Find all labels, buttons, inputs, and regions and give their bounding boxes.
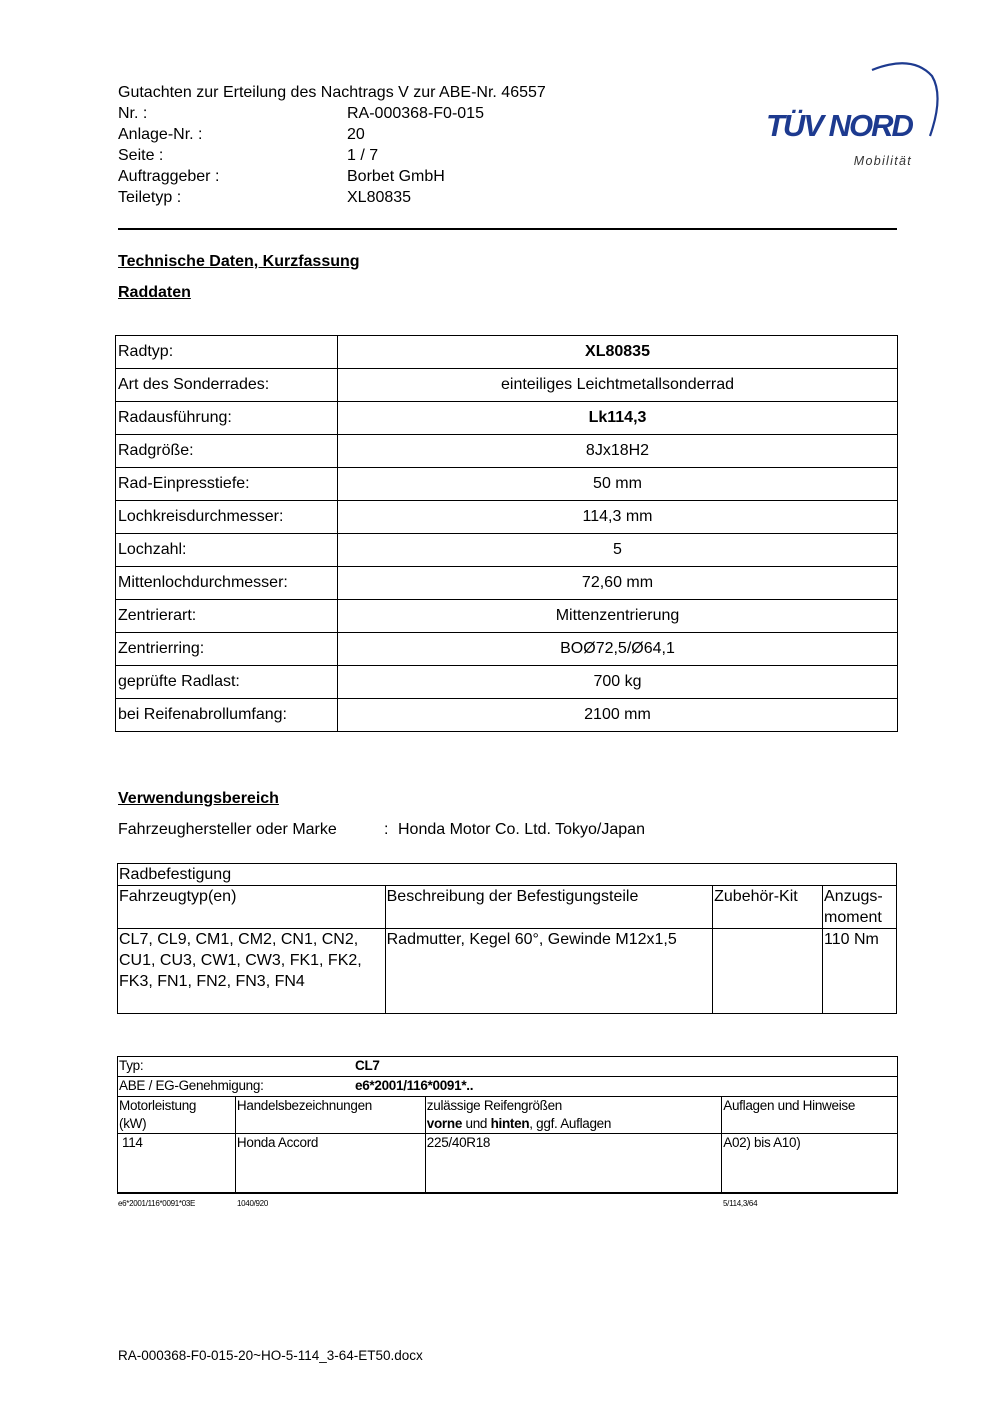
manufacturer-line — [118, 821, 645, 839]
raddaten-title: Raddaten — [118, 284, 191, 301]
tuv-nord-logo — [762, 56, 942, 171]
raddaten-value: Mittenzentrierung — [338, 600, 898, 633]
radbefestigung-table — [117, 863, 897, 1014]
raddaten-label: geprüfte Radlast: — [116, 666, 338, 699]
typ-row — [118, 1057, 898, 1077]
raddaten-value: 114,3 mm — [338, 501, 898, 534]
table-row — [116, 369, 898, 402]
header-divider — [118, 228, 897, 230]
column-header: Beschreibung der Befestigungsteile — [385, 886, 713, 929]
header-value: RA-000368-F0-015 — [347, 105, 484, 122]
manufacturer-value: Honda Motor Co. Ltd. Tokyo/Japan — [398, 821, 645, 838]
header-value: XL80835 — [347, 189, 412, 206]
raddaten-value: 72,60 mm — [338, 567, 898, 600]
typ-table — [117, 1056, 898, 1194]
radbefestigung-title: Radbefestigung — [118, 864, 897, 886]
table-row — [116, 699, 898, 732]
table-row — [118, 1077, 898, 1097]
column-header: Zubehör-Kit — [713, 886, 823, 929]
raddaten-value: 50 mm — [338, 468, 898, 501]
table-row — [116, 468, 898, 501]
raddaten-value: einteiliges Leichtmetallsonderrad — [338, 369, 898, 402]
header-bold-text: hinten — [490, 1116, 530, 1131]
motor-power-cell: 114 — [118, 1134, 236, 1194]
column-header — [425, 1097, 721, 1134]
table-row — [116, 600, 898, 633]
raddaten-value: 700 kg — [338, 666, 898, 699]
raddaten-table — [115, 335, 898, 732]
fastener-description-cell: Radmutter, Kegel 60°, Gewinde M12x1,5 — [385, 929, 713, 1014]
table-row — [116, 534, 898, 567]
raddaten-label: Radgröße: — [116, 435, 338, 468]
raddaten-label: Radausführung: — [116, 402, 338, 435]
raddaten-label: Art des Sonderrades: — [116, 369, 338, 402]
raddaten-value: BOØ72,5/Ø64,1 — [338, 633, 898, 666]
raddaten-value: 5 — [338, 534, 898, 567]
header-row — [118, 187, 546, 208]
approval-code: e6*2001/116*0091*03E — [118, 1199, 196, 1208]
header-text: und — [462, 1116, 491, 1131]
logo-subtitle: Mobilität — [853, 154, 912, 168]
raddaten-label: bei Reifenabrollumfang: — [116, 699, 338, 732]
column-header: Auflagen und Hinweise — [722, 1097, 898, 1134]
accessory-kit-cell — [713, 929, 823, 1014]
raddaten-value: Lk114,3 — [338, 402, 898, 435]
bolt-pattern-code: 5/114,3/64 — [723, 1199, 758, 1208]
raddaten-value: 2100 mm — [338, 699, 898, 732]
section-title: Technische Daten, Kurzfassung — [118, 253, 360, 270]
torque-cell: 110 Nm — [823, 929, 897, 1014]
table-row — [118, 1057, 898, 1077]
header-label: Nr. : — [118, 105, 148, 122]
header-label: Teiletyp : — [118, 189, 182, 206]
raddaten-label: Lochkreisdurchmesser: — [116, 501, 338, 534]
header-bold-text: vorne — [426, 1116, 463, 1131]
table-row — [116, 402, 898, 435]
table-row — [118, 929, 897, 1014]
tire-size-cell: 225/40R18 — [425, 1134, 721, 1194]
header-label: Seite : — [118, 147, 164, 164]
header-value: 20 — [347, 126, 365, 143]
abe-label: ABE / EG-Genehmigung: — [119, 1078, 264, 1093]
table-row — [116, 567, 898, 600]
header-label: Auftraggeber : — [118, 168, 220, 185]
raddaten-label: Lochzahl: — [116, 534, 338, 567]
table-header-row — [118, 886, 897, 929]
column-header: Anzugs- moment — [823, 886, 897, 929]
raddaten-label: Mittenlochdurchmesser: — [116, 567, 338, 600]
table-row — [118, 1134, 898, 1194]
document-title: Gutachten zur Erteilung des Nachtrags V zur ABE-Nr. 46557 — [118, 84, 546, 101]
raddaten-value: 8Jx18H2 — [338, 435, 898, 468]
table-row — [116, 501, 898, 534]
raddaten-label: Radtyp: — [116, 336, 338, 369]
header-text: , ggf. Auflagen — [529, 1116, 612, 1131]
header-row — [118, 166, 546, 187]
header-label: Anlage-Nr. : — [118, 126, 203, 143]
abe-row — [118, 1077, 898, 1097]
header-text: zulässige Reifengrößen — [426, 1098, 563, 1113]
table-header-row — [118, 1097, 898, 1134]
abe-value: e6*2001/116*0091*.. — [355, 1078, 474, 1093]
typ-value: CL7 — [355, 1058, 380, 1073]
logo-wordmark: TÜV NORD — [766, 108, 912, 143]
table-row — [116, 336, 898, 369]
file-name-footer: RA-000368-F0-015-20~HO-5-114_3-64-ET50.docx — [118, 1348, 423, 1363]
trade-name-cell: Honda Accord — [235, 1134, 425, 1194]
raddaten-label: Zentrierart: — [116, 600, 338, 633]
header-row — [118, 103, 546, 124]
header-value: 1 / 7 — [347, 147, 379, 164]
verwendung-title: Verwendungsbereich — [118, 790, 279, 807]
document-header — [118, 82, 546, 208]
weight-code: 1040/920 — [237, 1199, 268, 1208]
header-value: Borbet GmbH — [347, 168, 445, 185]
header-row — [118, 124, 546, 145]
notes-cell: A02) bis A10) — [722, 1134, 898, 1194]
manufacturer-label: Fahrzeughersteller oder Marke — [118, 821, 337, 838]
manufacturer-separator: : — [384, 821, 389, 838]
raddaten-label: Rad-Einpresstiefe: — [116, 468, 338, 501]
header-row — [118, 145, 546, 166]
raddaten-value: XL80835 — [338, 336, 898, 369]
table-row — [116, 666, 898, 699]
vehicle-types-cell: CL7, CL9, CM1, CM2, CN1, CN2, CU1, CU3, CW1, CW3, FK1, FK2, FK3, FN1, FN2, FN3, FN4 — [118, 929, 386, 1014]
table-row — [116, 435, 898, 468]
typ-label: Typ: — [119, 1058, 144, 1073]
raddaten-label: Zentrierring: — [116, 633, 338, 666]
column-header: Fahrzeugtyp(en) — [118, 886, 386, 929]
column-header: Motorleistung (kW) — [118, 1097, 236, 1134]
table-row — [116, 633, 898, 666]
column-header: Handelsbezeichnungen — [235, 1097, 425, 1134]
table-row — [118, 864, 897, 886]
